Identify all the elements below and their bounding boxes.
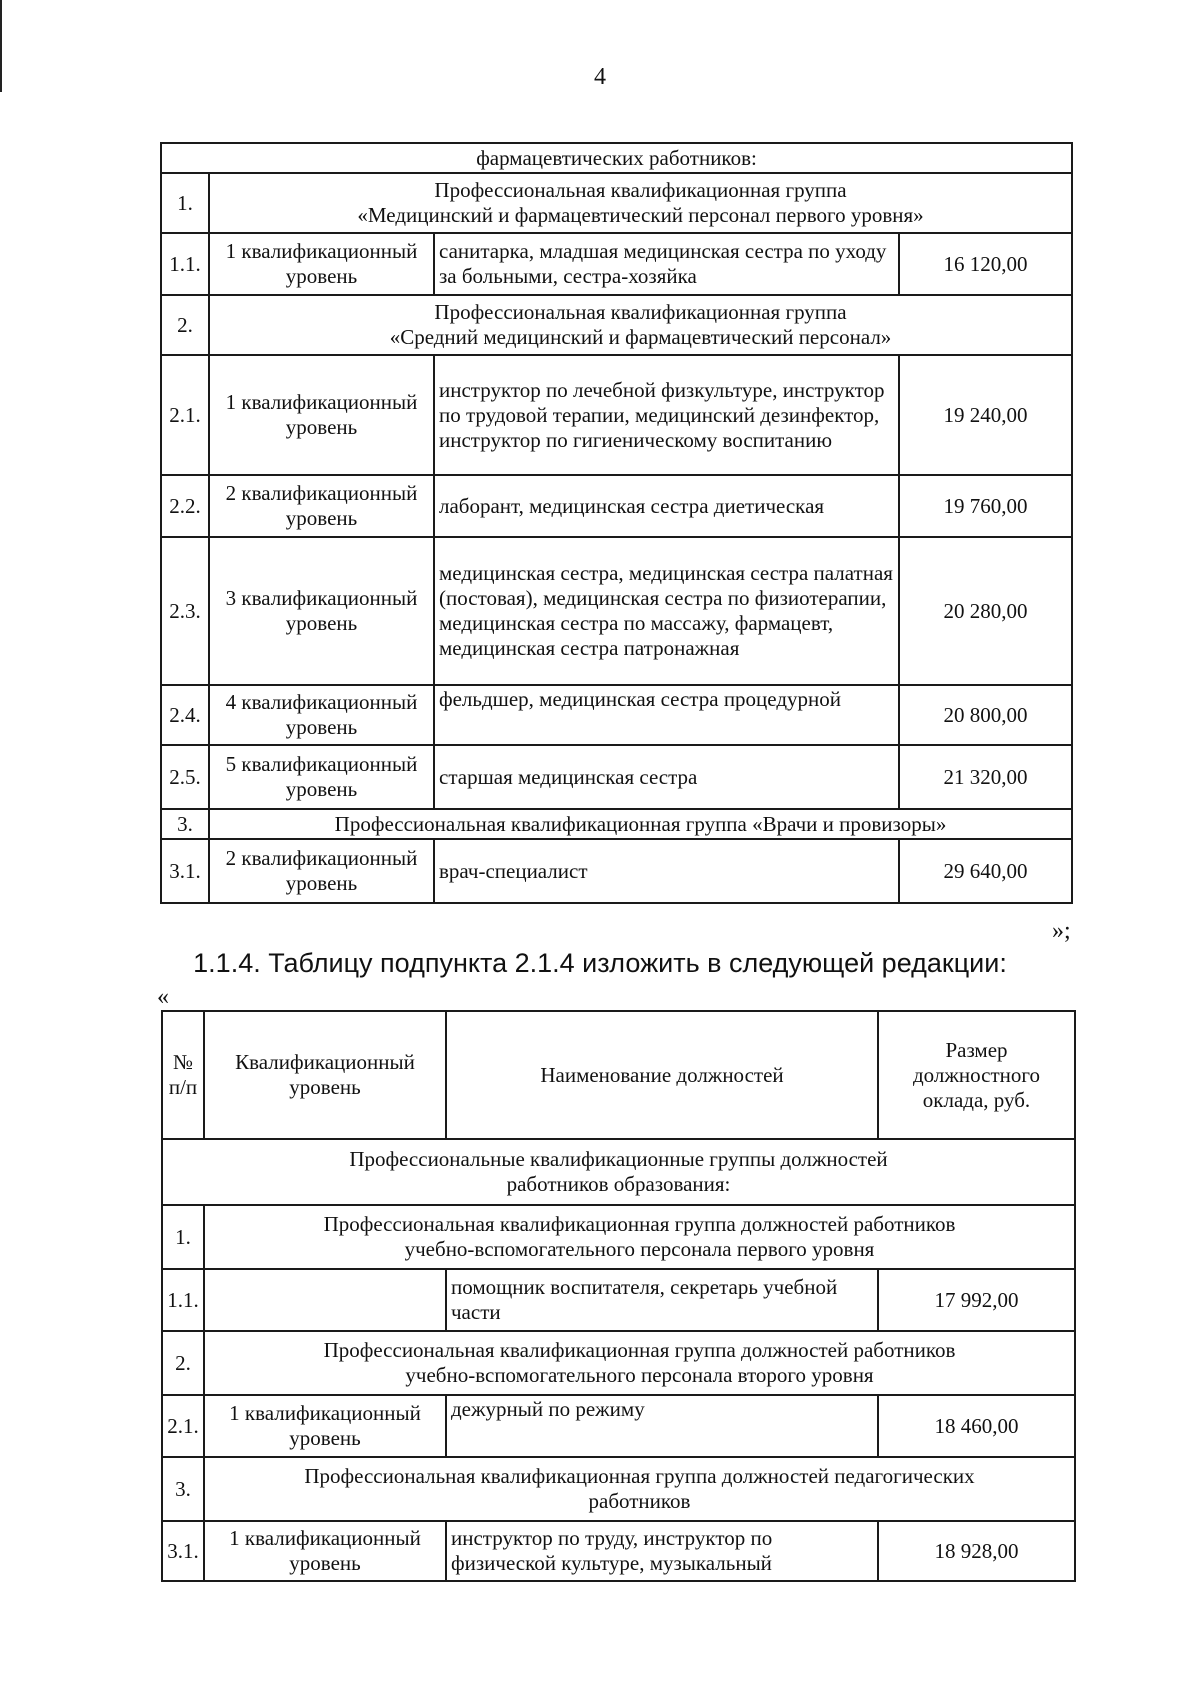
row-number: 3.1. (161, 839, 209, 903)
row-number: 1.1. (162, 1269, 204, 1331)
positions-list: инструктор по лечебной физкультуре, инструктор по трудовой терапии, медицинский дезинфектор, инструктор по гигиеническому воспитанию (434, 355, 899, 475)
row-number: 1. (162, 1205, 204, 1269)
qualification-level (204, 1269, 446, 1331)
group-title-line: учебно-вспомогательного персонала второго уровня (405, 1363, 874, 1387)
group-row (161, 173, 1072, 233)
row-number: 3. (161, 809, 209, 839)
positions-list: лаборант, медицинская сестра диетическая (434, 475, 899, 537)
group-title-line: Профессиональная квалификационная группа должностей работников (323, 1212, 956, 1236)
qualification-level: 4 квалификационный уровень (209, 685, 434, 745)
group-row (162, 1457, 1075, 1521)
group-title (204, 1457, 1075, 1521)
table-section-row (162, 1139, 1075, 1205)
positions-list: старшая медицинская сестра (434, 745, 899, 809)
qualification-level: 2 квалификационный уровень (209, 839, 434, 903)
header-number: № п/п (162, 1011, 204, 1139)
group-row (161, 809, 1072, 839)
row-number: 2.5. (161, 745, 209, 809)
group-title: Профессиональная квалификационная группа «Врачи и провизоры» (209, 809, 1072, 839)
qualification-level: 2 квалификационный уровень (209, 475, 434, 537)
qualification-level: 3 квалификационный уровень (209, 537, 434, 685)
table-row (161, 839, 1072, 903)
table-row (162, 1521, 1075, 1581)
salary-value: 29 640,00 (899, 839, 1072, 903)
row-number: 2.1. (162, 1395, 204, 1457)
positions-list: помощник воспитателя, секретарь учебной части (446, 1269, 878, 1331)
qualification-level: 1 квалификационный уровень (209, 355, 434, 475)
group-title (204, 1205, 1075, 1269)
group-title-line: работников (588, 1489, 691, 1513)
row-number: 2.1. (161, 355, 209, 475)
subsection-heading: 1.1.4. Таблицу подпункта 2.1.4 изложить в следующей редакции: (193, 948, 1007, 978)
section-title-line: Профессиональные квалификационные группы должностей (349, 1147, 888, 1171)
salary-value: 20 280,00 (899, 537, 1072, 685)
salary-value: 21 320,00 (899, 745, 1072, 809)
positions-list: медицинская сестра, медицинская сестра палатная (постовая), медицинская сестра по физиотерапии, медицинская сестра по массажу, фармацевт, медицинская сестра патронажная (434, 537, 899, 685)
table-row (161, 475, 1072, 537)
qualification-level: 1 квалификационный уровень (204, 1521, 446, 1581)
row-number: 2.4. (161, 685, 209, 745)
table-row (162, 1269, 1075, 1331)
group-title (204, 1331, 1075, 1395)
closing-quote-mark: »; (1052, 918, 1071, 944)
opening-quote-mark: « (157, 984, 169, 1010)
row-number: 2. (161, 295, 209, 355)
salary-table-education (161, 1010, 1076, 1582)
group-row (162, 1205, 1075, 1269)
group-title (209, 295, 1072, 355)
qualification-level: 1 квалификационный уровень (209, 233, 434, 295)
salary-value: 20 800,00 (899, 685, 1072, 745)
table-row (161, 685, 1072, 745)
positions-list: фельдшер, медицинская сестра процедурной (434, 685, 899, 745)
header-positions: Наименование должностей (446, 1011, 878, 1139)
row-number: 2.3. (161, 537, 209, 685)
salary-value: 18 928,00 (878, 1521, 1075, 1581)
section-title: фармацевтических работников: (161, 143, 1072, 173)
qualification-level: 5 квалификационный уровень (209, 745, 434, 809)
table-row (161, 745, 1072, 809)
table-row (161, 355, 1072, 475)
section-title (162, 1139, 1075, 1205)
row-number: 1.1. (161, 233, 209, 295)
table-header-row (162, 1011, 1075, 1139)
group-title (209, 173, 1072, 233)
page-number: 4 (594, 64, 606, 90)
group-title-line: «Средний медицинский и фармацевтический персонал» (389, 325, 892, 349)
group-title-line: Профессиональная квалификационная группа (434, 178, 847, 202)
positions-list: санитарка, младшая медицинская сестра по уходу за больными, сестра-хозяйка (434, 233, 899, 295)
positions-list: дежурный по режиму (446, 1395, 878, 1457)
positions-list: инструктор по труду, инструктор по физической культуре, музыкальный (446, 1521, 878, 1581)
row-number: 3.1. (162, 1521, 204, 1581)
group-title-line: Профессиональная квалификационная группа должностей педагогических (304, 1464, 975, 1488)
salary-value: 17 992,00 (878, 1269, 1075, 1331)
group-title-line: «Медицинский и фармацевтический персонал первого уровня» (357, 203, 924, 227)
row-number: 2. (162, 1331, 204, 1395)
qualification-level: 1 квалификационный уровень (204, 1395, 446, 1457)
row-number: 1. (161, 173, 209, 233)
section-title-line: работников образования: (506, 1172, 731, 1196)
group-title-line: учебно-вспомогательного персонала первого уровня (404, 1237, 875, 1261)
table-row (161, 537, 1072, 685)
row-number: 3. (162, 1457, 204, 1521)
table-row (162, 1395, 1075, 1457)
header-level: Квалификационный уровень (204, 1011, 446, 1139)
group-title-line: Профессиональная квалификационная группа должностей работников (323, 1338, 956, 1362)
group-row (161, 295, 1072, 355)
row-number: 2.2. (161, 475, 209, 537)
salary-value: 18 460,00 (878, 1395, 1075, 1457)
salary-table-medical (160, 142, 1073, 904)
positions-list: врач-специалист (434, 839, 899, 903)
header-salary: Размер должностного оклада, руб. (878, 1011, 1075, 1139)
table-section-row (161, 143, 1072, 173)
salary-value: 19 760,00 (899, 475, 1072, 537)
group-title-line: Профессиональная квалификационная группа (434, 300, 847, 324)
group-row (162, 1331, 1075, 1395)
salary-value: 16 120,00 (899, 233, 1072, 295)
table-row (161, 233, 1072, 295)
salary-value: 19 240,00 (899, 355, 1072, 475)
